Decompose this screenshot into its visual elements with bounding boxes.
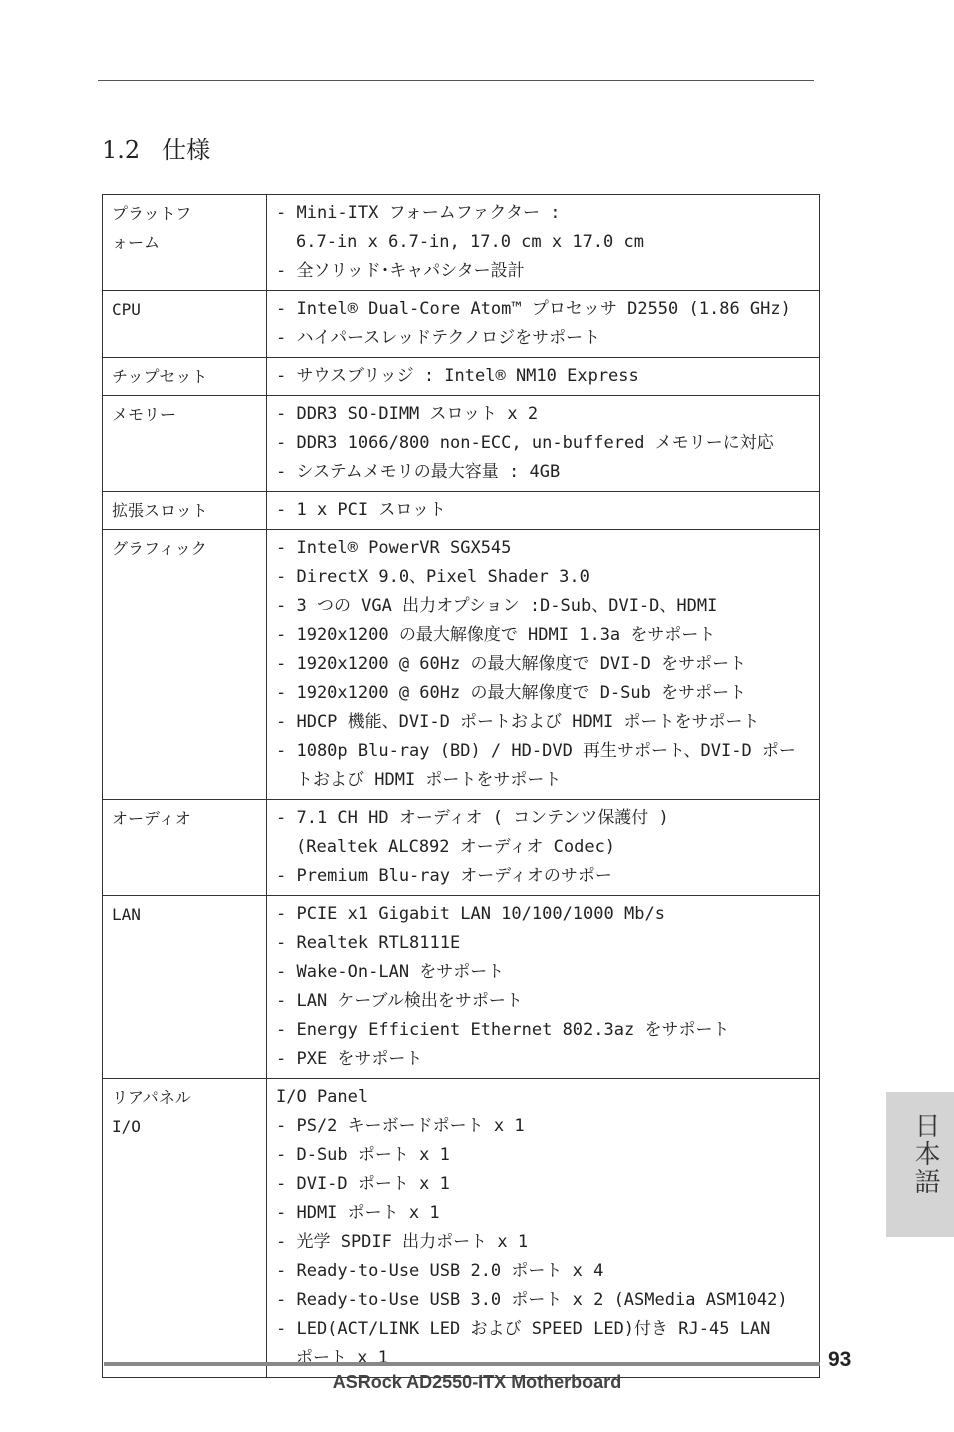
spec-row [103,896,820,1079]
spec-value-line: - Mini-ITX フォームファクター : [276,203,561,223]
spec-row [103,396,820,492]
spec-value-line: - 全ソリッド･キャパシター設計 [276,261,525,281]
spec-value-line: 6.7-in x 6.7-in, 17.0 cm x 17.0 cm [296,232,644,252]
spec-row [103,800,820,896]
spec-value [267,800,820,896]
spec-value-line: - 7.1 CH HD オーディオ ( コンテンツ保護付 ) [276,808,669,828]
spec-value [267,195,820,291]
spec-label [103,530,267,800]
spec-label-line: I/O [112,1117,141,1136]
spec-label [103,291,267,358]
spec-value-line: - PS/2 キーボードポート x 1 [276,1116,525,1136]
spec-value [267,492,820,530]
spec-row [103,492,820,530]
spec-row [103,1079,820,1378]
spec-label-line: CPU [112,300,141,319]
spec-value-line: - ハイパースレッドテクノロジをサポート [276,328,601,348]
spec-value-line: - Premium Blu-ray オーディオのサポー [276,866,612,886]
spec-value-line: - Realtek RTL8111E [276,933,461,953]
language-tab-label: 日本語 [910,1112,940,1196]
spec-row [103,195,820,291]
spec-label [103,896,267,1079]
spec-value-line: - LAN ケーブル検出をサポート [276,991,523,1011]
spec-value-line: - Intel® Dual-Core Atom™ プロセッサ D2550 (1.86 GHz) [276,299,791,319]
spec-value-line: トおよび HDMI ポートをサポート [296,770,562,790]
footer-product: ASRock AD2550-ITX Motherboard [332,1372,622,1392]
spec-value-line: - 1920x1200 の最大解像度で HDMI 1.3a をサポート [276,625,716,645]
spec-value-line: - システムメモリの最大容量 : 4GB [276,462,561,482]
section-number: 1.2 [102,136,141,164]
spec-value-line: - PCIE x1 Gigabit LAN 10/100/1000 Mb/s [276,904,665,924]
header-rule [98,80,814,81]
spec-value [267,358,820,396]
spec-label-line: LAN [112,905,141,924]
spec-label-line: メモリー [112,405,177,424]
spec-value-line: - DVI-D ポート x 1 [276,1174,450,1194]
spec-value [267,291,820,358]
spec-label-line: ォーム [112,233,161,252]
spec-value-line: - サウスブリッジ : Intel® NM10 Express [276,366,639,386]
spec-value-line: I/O Panel [276,1087,369,1107]
spec-label-line: グラフィック [112,539,207,558]
spec-label-line: プラットフ [112,204,192,223]
language-tab [886,1092,954,1237]
spec-value-line: - 1920x1200 @ 60Hz の最大解像度で DVI-D をサポート [276,654,747,674]
spec-value [267,530,820,800]
spec-row [103,530,820,800]
spec-value [267,896,820,1079]
spec-label-line: チップセット [112,367,208,386]
page-number: 93 [828,1348,852,1371]
spec-value-line: - 1 x PCI スロット [276,500,447,520]
spec-table [102,194,820,1378]
spec-value-line: - HDMI ポート x 1 [276,1203,440,1223]
spec-label [103,358,267,396]
spec-value [267,396,820,492]
spec-value [267,1079,820,1378]
spec-value-line: - Intel® PowerVR SGX545 [276,538,512,558]
spec-value-line: - PXE をサポート [276,1049,423,1069]
spec-value-line: - 1080p Blu-ray (BD) / HD-DVD 再生サポート、DVI-D ポー [276,741,796,761]
spec-value-line: - DirectX 9.0、Pixel Shader 3.0 [276,567,590,587]
footer-rule [104,1362,820,1366]
spec-value-line: ポート x 1 [296,1348,388,1368]
spec-value-line: - Ready-to-Use USB 2.0 ポート x 4 [276,1261,604,1281]
spec-label [103,492,267,530]
spec-value-line: - D-Sub ポート x 1 [276,1145,450,1165]
spec-value-line: - DDR3 SO-DIMM スロット x 2 [276,404,539,424]
spec-label-line: オーディオ [112,809,191,828]
spec-label [103,1079,267,1378]
spec-value-line: - HDCP 機能、DVI-D ポートおよび HDMI ポートをサポート [276,712,760,732]
section-heading [102,130,210,165]
spec-row [103,358,820,396]
spec-label [103,195,267,291]
spec-value-line: - Wake-On-LAN をサポート [276,962,505,982]
spec-value-line: (Realtek ALC892 オーディオ Codec) [296,837,616,857]
spec-value-line: - 光学 SPDIF 出力ポート x 1 [276,1232,529,1252]
spec-value-line: - 1920x1200 @ 60Hz の最大解像度で D-Sub をサポート [276,683,747,703]
spec-label-line: リアパネル [112,1088,191,1107]
spec-value-line: - LED(ACT/LINK LED および SPEED LED)付き RJ-45 LAN [276,1319,771,1339]
spec-label-line: 拡張スロット [112,501,208,520]
spec-label [103,800,267,896]
section-title: 仕様 [162,136,211,164]
spec-value-line: - 3 つの VGA 出力オプション :D-Sub、DVI-D、HDMI [276,596,718,616]
spec-value-line: - DDR3 1066/800 non-ECC, un-buffered メモリーに対応 [276,433,774,453]
spec-value-line: - Ready-to-Use USB 3.0 ポート x 2 (ASMedia ASM1042) [276,1290,788,1310]
spec-row [103,291,820,358]
spec-value-line: - Energy Efficient Ethernet 802.3az をサポート [276,1020,730,1040]
spec-label [103,396,267,492]
